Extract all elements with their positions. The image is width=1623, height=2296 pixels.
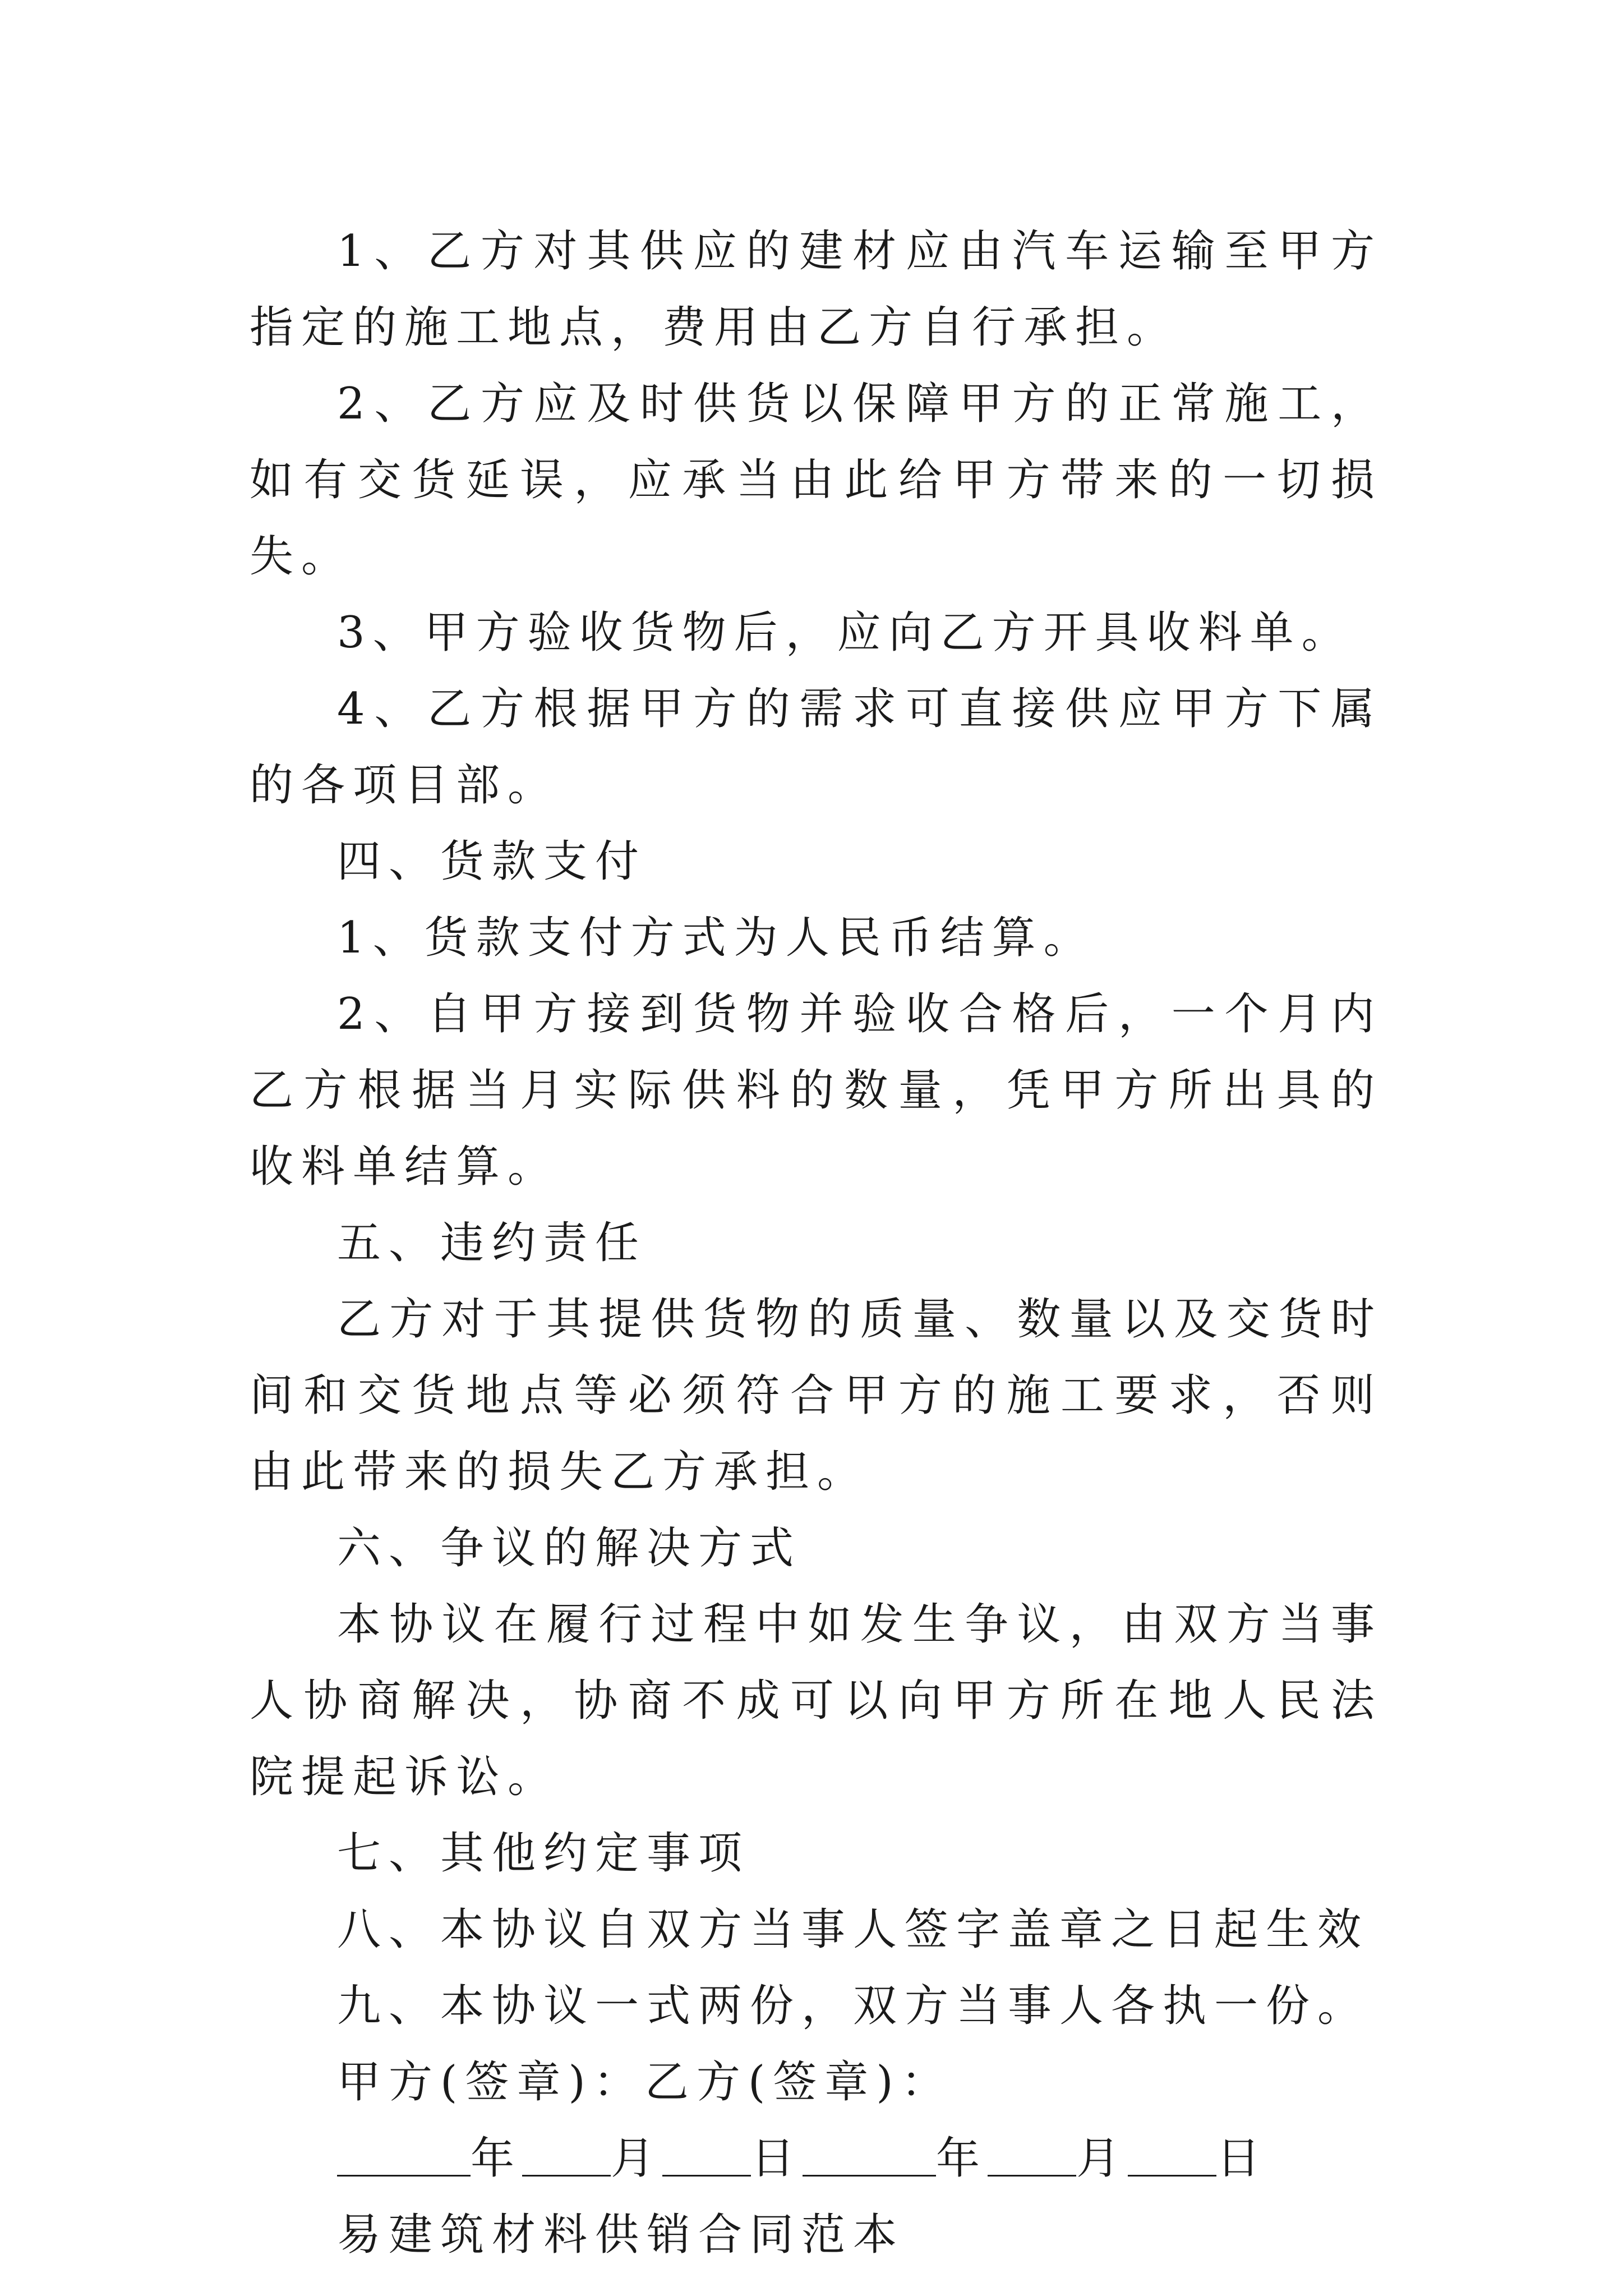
year-label-b: 年 <box>936 2133 988 2184</box>
section-heading-other: 七、其他约定事项 <box>337 1828 750 1879</box>
section-heading-liability: 五、违约责任 <box>337 1218 647 1268</box>
month-label-a: 月 <box>611 2133 663 2184</box>
clause-direct-supply: 4、乙方根据甲方的需求可直接供应甲方下属的各项目部。 <box>250 684 1382 811</box>
clause-receipt: 3、甲方验收货物后，应向乙方开具收料单。 <box>337 608 1353 658</box>
clause-transport: 1、乙方对其供应的建材应由汽车运输至甲方指定的施工地点，费用由乙方自行承担。 <box>250 226 1382 353</box>
document-body <box>250 213 1382 2273</box>
day-blank-b <box>1128 2131 1216 2177</box>
footer-title: 易建筑材料供销合同范本 <box>337 2210 905 2260</box>
clause-copies: 九、本协议一式两份，双方当事人各执一份。 <box>337 1981 1370 2031</box>
month-blank-b <box>988 2131 1076 2177</box>
section-heading-dispute: 六、争议的解决方式 <box>337 1523 802 1573</box>
day-label-b: 日 <box>1216 2133 1269 2184</box>
month-blank-a <box>522 2131 611 2177</box>
month-label-b: 月 <box>1076 2133 1128 2184</box>
day-blank-a <box>662 2131 751 2177</box>
date-line <box>250 2120 1382 2197</box>
clause-dispute: 本协议在履行过程中如发生争议，由双方当事人协商解决，协商不成可以向甲方所在地人民法院提起诉讼。 <box>250 1599 1382 1802</box>
clause-settlement: 2、自甲方接到货物并验收合格后，一个月内乙方根据当月实际供料的数量，凭甲方所出具的收料单结算。 <box>250 989 1382 1192</box>
clause-liability: 乙方对于其提供货物的质量、数量以及交货时间和交货地点等必须符合甲方的施工要求，否则由此带来的损失乙方承担。 <box>250 1294 1382 1497</box>
year-blank-a <box>337 2131 471 2177</box>
section-heading-payment: 四、货款支付 <box>337 836 647 887</box>
clause-effective: 八、本协议自双方当事人签字盖章之日起生效 <box>337 1904 1370 1955</box>
year-blank-b <box>803 2131 936 2177</box>
clause-timely-supply: 2、乙方应及时供货以保障甲方的正常施工，如有交货延误，应承当由此给甲方带来的一切损失。 <box>250 379 1382 582</box>
signature-line: 甲方(签章)：乙方(签章)： <box>337 2057 953 2108</box>
day-label-a: 日 <box>751 2133 803 2184</box>
clause-payment-method: 1、货款支付方式为人民币结算。 <box>337 913 1095 963</box>
year-label-a: 年 <box>471 2133 523 2184</box>
